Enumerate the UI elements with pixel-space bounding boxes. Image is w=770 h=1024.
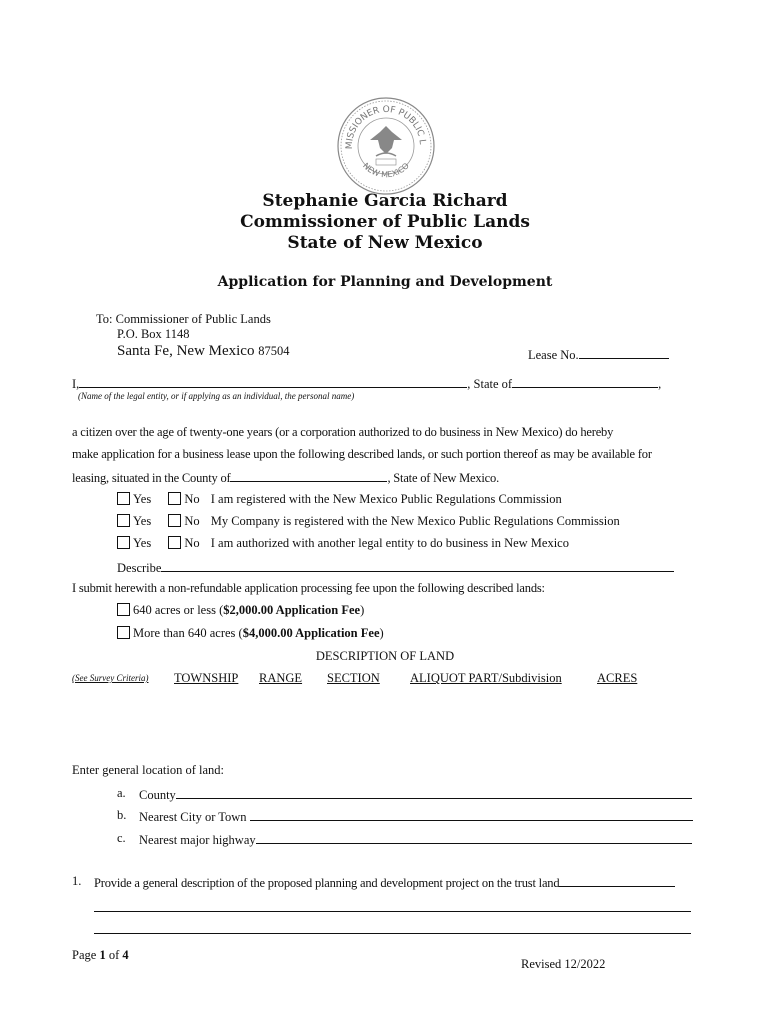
q1-field-inline[interactable]	[559, 874, 675, 887]
header-state: State of New Mexico	[287, 233, 483, 253]
col-range: RANGE	[259, 671, 303, 685]
q1-number: 1.	[72, 874, 82, 888]
location-intro: Enter general location of land:	[72, 763, 225, 777]
fee-option-1: 640 acres or less ($2,000.00 Application Fee)	[117, 603, 364, 618]
location-city-field[interactable]	[250, 808, 693, 821]
page-number: Page 1 of 4	[72, 948, 129, 962]
location-a-letter: a.	[117, 786, 126, 800]
address-to: To: Commissioner of Public Lands	[96, 312, 271, 326]
fee-more-checkbox[interactable]	[117, 626, 130, 639]
applicant-state-field[interactable]	[512, 375, 658, 388]
yes-checkbox-1[interactable]	[117, 492, 130, 505]
svg-text:NEW MEXICO: NEW MEXICO	[361, 161, 411, 180]
fee-option-2: More than 640 acres ($4,000.00 Application Fee)	[117, 626, 384, 641]
col-aliquot: ALIQUOT PART/Subdivision	[410, 671, 562, 685]
fee-intro: I submit herewith a non-refundable application processing fee upon the following described lands:	[72, 581, 545, 595]
location-highway-field[interactable]	[256, 831, 692, 844]
q1-answer-line-2[interactable]	[94, 933, 691, 934]
yes-checkbox-3[interactable]	[117, 536, 130, 549]
location-county: County	[139, 786, 692, 803]
county-field[interactable]	[230, 469, 387, 482]
para-line-1: a citizen over the age of twenty-one years (or a corporation authorized to do business in New Mexico) do hereby	[72, 425, 614, 439]
location-highway: Nearest major highway	[139, 831, 692, 848]
para-line-2: make application for a business lease upon the following described lands, or such portion thereof as may be available for	[72, 447, 652, 461]
land-title: DESCRIPTION OF LAND	[315, 649, 455, 663]
applicant-name-field[interactable]	[79, 375, 467, 388]
header-office: Commissioner of Public Lands	[240, 212, 530, 232]
location-b-letter: b.	[117, 808, 127, 822]
col-township: TOWNSHIP	[174, 671, 239, 685]
check-row-2: Yes No My Company is registered with the New Mexico Public Regulations Commission	[117, 514, 620, 529]
location-c-letter: c.	[117, 831, 126, 845]
describe-field[interactable]	[161, 559, 674, 572]
col-acres: ACRES	[597, 671, 638, 685]
location-county-field[interactable]	[176, 786, 692, 799]
q1-answer-line-1[interactable]	[94, 911, 691, 912]
fee-640-checkbox[interactable]	[117, 603, 130, 616]
revised-date: Revised 12/2022	[521, 957, 606, 971]
commissioner-seal	[336, 96, 436, 196]
no-checkbox-3[interactable]	[168, 536, 181, 549]
svg-text:COMMISSIONER OF PUBLIC LANDS: MISSIONER OF PUBLIC L	[344, 104, 428, 150]
yes-checkbox-2[interactable]	[117, 514, 130, 527]
form-title: Application for Planning and Development	[217, 274, 553, 290]
lease-number-field[interactable]	[579, 346, 669, 359]
applicant-line: I, , State of ,	[72, 377, 662, 391]
header-name: Stephanie Garcia Richard	[262, 191, 508, 211]
lease-number: Lease No.	[528, 346, 669, 363]
no-checkbox-1[interactable]	[168, 492, 181, 505]
check-row-1: Yes No I am registered with the New Mexico Public Regulations Commission	[117, 492, 562, 507]
address-box: P.O. Box 1148	[117, 327, 190, 341]
describe-line: Describe	[117, 559, 677, 576]
check-row-3: Yes No I am authorized with another legal entity to do business in New Mexico	[117, 536, 569, 551]
address-city: Santa Fe, New Mexico 87504	[117, 343, 290, 359]
col-section: SECTION	[327, 671, 380, 685]
survey-criteria: (See Survey Criteria)	[72, 673, 149, 683]
location-city: Nearest City or Town	[139, 808, 693, 825]
no-checkbox-2[interactable]	[168, 514, 181, 527]
q1-text: Provide a general description of the proposed planning and development project on the trust land	[94, 874, 675, 891]
applicant-caption: (Name of the legal entity, or if applying as an individual, the personal name)	[78, 391, 355, 401]
para-line-3: leasing, situated in the County of , State of New Mexico.	[72, 471, 499, 485]
